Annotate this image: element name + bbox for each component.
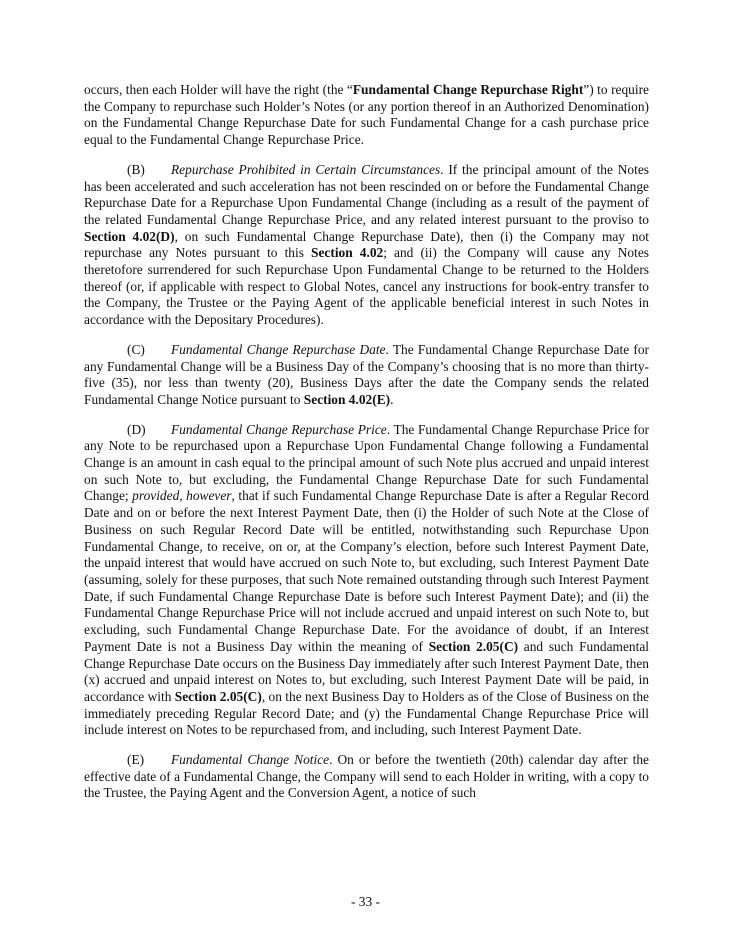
paragraph-intro: occurs, then each Holder will have the right (the “Fundamental Change Repurchase Right”) to require the Company to repurchase such Holder’s Notes (or any portion thereof in an Authorized Denomination) on the Fundamental Change Repurchase Date for such Fundamental Change for a cash purchase price equal to the Fundamental Change Repurchase Price.: [84, 82, 649, 148]
proviso-term: provided, however: [132, 488, 232, 504]
clause-label: (E): [127, 752, 145, 768]
clause-label: (D): [127, 421, 146, 437]
section-reference: Section 4.02: [311, 245, 384, 261]
section-reference: Section 4.02(E): [303, 391, 391, 407]
clause-heading: Fundamental Change Repurchase Price: [171, 421, 387, 437]
document-page: [84, 82, 649, 815]
clause-heading: Repurchase Prohibited in Certain Circumstances: [171, 161, 441, 177]
section-reference: Section 2.05(C): [174, 688, 262, 704]
paragraph-d: (D) Fundamental Change Repurchase Price. The Fundamental Change Repurchase Price for any Note to be repurchased upon a Repurchase Upon Fundamental Change following a Fundamental Change is an amount in cash equal to the principal amount of such Note plus accrued and unpaid interest on such Note to, but excluding, the Fundamental Change Repurchase Date for such Fundamental Change; provided, however, that if such Fundamental Change Repurchase Date is after a Regular Record Date and on or before the next Interest Payment Date, then (i) the Holder of such Note at the Close of Business on such Regular Record Date will be entitled, notwithstanding such Repurchase Upon Fundamental Change, to receive, on or, at the Company’s election, before such Interest Payment Date, the unpaid interest that would have accrued on such Note to, but excluding, such Interest Payment Date (assuming, solely for these purposes, that such Note remained outstanding through such Interest Payment Date, if such Fundamental Change Repurchase Date is before such Interest Payment Date); and (ii) the Fundamental Change Repurchase Price will not include accrued and unpaid interest on such Note to, but excluding, such Fundamental Change Repurchase Date. For the avoidance of doubt, if an Interest Payment Date is not a Business Day within the meaning of Section 2.05(C) and such Fundamental Change Repurchase Date occurs on the Business Day immediately after such Interest Payment Date, then (x) accrued and unpaid interest on Notes to, but excluding, such Interest Payment Date will be paid, in accordance with Section 2.05(C), on the next Business Day to Holders as of the Close of Business on the immediately preceding Regular Record Date; and (y) the Fundamental Change Repurchase Price will include interest on Notes to be repurchased from, and including, such Interest Payment Date.: [84, 421, 650, 738]
page-number: - 33 -: [350, 894, 380, 909]
section-reference: Section 4.02(D): [84, 228, 175, 244]
defined-term: Fundamental Change Repurchase Right: [352, 82, 584, 97]
paragraph-c: (C) Fundamental Change Repurchase Date. The Fundamental Change Repurchase Date for any Fundamental Change will be a Business Day of the Company’s choosing that is no more than thirty-five (35), nor less than twenty (20), Business Days after the date the Company sends the related Fundamental Change Notice pursuant to Section 4.02(E).: [84, 341, 649, 407]
clause-heading: Fundamental Change Repurchase Date: [171, 341, 386, 357]
clause-label: (C): [127, 341, 145, 357]
clause-heading: Fundamental Change Notice: [171, 752, 330, 768]
paragraph-e: (E) Fundamental Change Notice. On or before the twentieth (20th) calendar day after the effective date of a Fundamental Change, the Company will send to each Holder in writing, with a copy to the Trustee, the Paying Agent and the Conversion Agent, a notice of such: [84, 752, 649, 801]
paragraph-b: (B) Repurchase Prohibited in Certain Circumstances. If the principal amount of the Notes has been accelerated and such acceleration has not been rescinded on or before the Fundamental Change Repurchase Date for a Repurchase Upon Fundamental Change (including as a result of the payment of the related Fundamental Change Repurchase Price, and any related interest pursuant to the proviso to Section 4.02(D), on such Fundamental Change Repurchase Date), then (i) the Company may not repurchase any Notes pursuant to this Section 4.02; and (ii) the Company will cause any Notes theretofore surrendered for such Repurchase Upon Fundamental Change to be returned to the Holders thereof (or, if applicable with respect to Global Notes, cancel any instructions for book-entry transfer to the Company, the Trustee or the Paying Agent of the applicable beneficial interest in such Notes in accordance with the Depositary Procedures).: [84, 161, 649, 328]
clause-label: (B): [127, 161, 145, 177]
section-reference: Section 2.05(C): [428, 638, 519, 654]
